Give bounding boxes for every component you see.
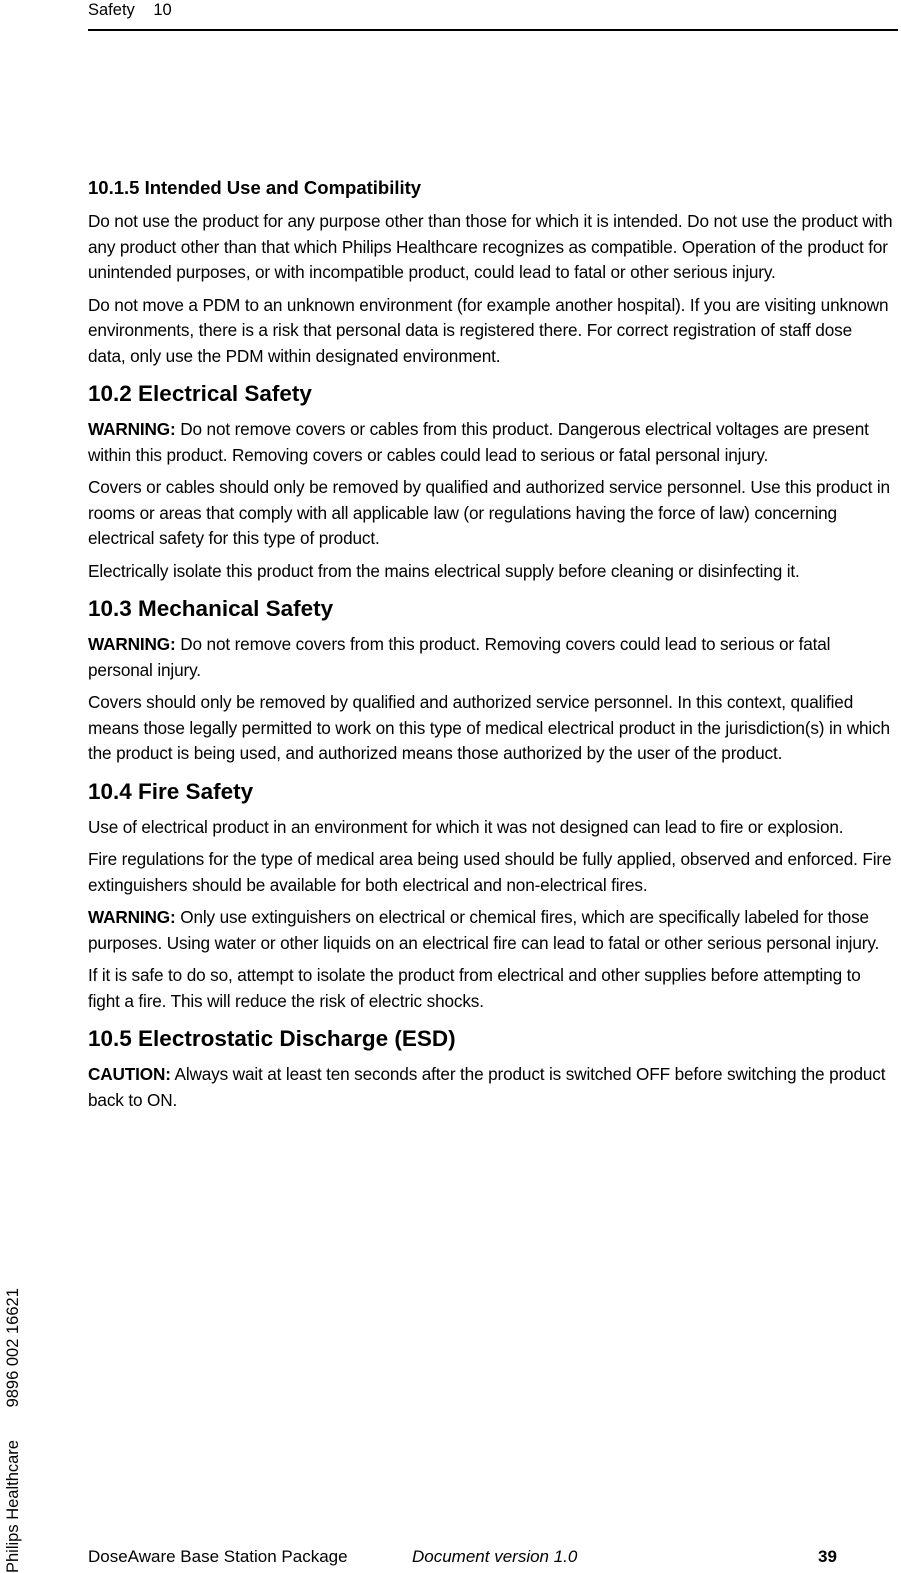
company-name: Philips Healthcare — [4, 1440, 22, 1573]
paragraph-text: Only use extinguishers on electrical or chemical fires, which are specifically labeled for those purposes. Using water or other liquids on an electrical fire can lead to fatal or other serious personal injury. — [88, 907, 880, 953]
paragraph — [88, 847, 894, 898]
paragraph-text: If it is safe to do so, attempt to isolate the product from electrical and other supplies before attempting to fight a fire. This will reduce the risk of electric shocks. — [88, 965, 861, 1011]
warning-paragraph — [88, 417, 894, 468]
paragraph-text: Do not remove covers or cables from this product. Dangerous electrical voltages are present within this product. Removing covers or cables could lead to serious or fatal personal injury. — [88, 419, 869, 465]
paragraph — [88, 690, 894, 767]
section-mechanical-safety — [88, 594, 894, 767]
section-electrical-safety — [88, 379, 894, 584]
section-esd — [88, 1024, 894, 1113]
paragraph — [88, 293, 894, 370]
section-heading: 10.3 Mechanical Safety — [88, 596, 334, 621]
paragraph-text: Covers or cables should only be removed by qualified and authorized service personnel. Use this product in rooms or areas that comply with all applicable law (or regulations having the force of law) concerning electrical safety for this type of product. — [88, 477, 890, 548]
paragraph — [88, 559, 894, 585]
paragraph-text: Covers should only be removed by qualified and authorized service personnel. In this context, qualified means those legally permitted to work on this type of medical electrical product in the jurisdiction(s) in which the product is being used, and authorized means those authorized by the user of the product. — [88, 692, 890, 763]
side-margin-text — [0, 1113, 26, 1573]
caution-paragraph — [88, 1062, 894, 1113]
paragraph-text: Do not move a PDM to an unknown environment (for example another hospital). If you are visiting unknown environments, there is a risk that personal data is registered there. For correct registration of staff dose data, only use the PDM within designated environment. — [88, 294, 889, 366]
section-heading: 10.5 Electrostatic Discharge (ESD) — [88, 1026, 456, 1051]
warning-label: WARNING: — [88, 907, 176, 927]
section-fire-safety — [88, 777, 894, 1015]
header-chapter-number: 10 — [153, 1, 172, 19]
paragraph — [88, 963, 894, 1014]
section-intended-use — [88, 175, 894, 369]
page-footer — [88, 1545, 848, 1569]
caution-label: CAUTION: — [88, 1064, 171, 1084]
document-number: 9896 002 16621 — [4, 1288, 22, 1408]
paragraph-text: Do not remove covers from this product. Removing covers could lead to serious or fatal personal injury. — [88, 634, 831, 680]
warning-label: WARNING: — [88, 634, 176, 654]
section-heading: 10.1.5 Intended Use and Compatibility — [88, 177, 422, 198]
document-body — [88, 175, 894, 1123]
paragraph — [88, 815, 894, 841]
page-number: 39 — [818, 1547, 837, 1566]
warning-paragraph — [88, 905, 894, 956]
paragraph-text: Fire regulations for the type of medical area being used should be fully applied, observed and enforced. Fire extinguishers should be available for both electrical and non-electrical fires. — [88, 849, 892, 895]
paragraph-text: Do not use the product for any purpose other than those for which it is intended. Do not use the product with any product other than that which Philips Healthcare recognizes as compatible. Operation of the product for unintended purposes, or with incompatible product, could lead to fatal or other serious injury. — [88, 211, 893, 282]
header-section-title: Safety — [88, 1, 135, 19]
paragraph — [88, 475, 894, 552]
paragraph-text: Electrically isolate this product from the mains electrical supply before cleaning or disinfecting it. — [88, 560, 800, 581]
footer-product-name: DoseAware Base Station Package — [88, 1547, 348, 1566]
paragraph-text: Use of electrical product in an environment for which it was not designed can lead to fire or explosion. — [88, 816, 844, 837]
warning-label: WARNING: — [88, 419, 176, 439]
page-header — [88, 0, 898, 31]
warning-paragraph — [88, 632, 894, 683]
section-heading: 10.4 Fire Safety — [88, 778, 254, 804]
section-heading: 10.2 Electrical Safety — [88, 381, 312, 406]
paragraph-text: Always wait at least ten seconds after the product is switched OFF before switching the product back to ON. — [88, 1064, 886, 1110]
paragraph — [88, 209, 894, 286]
footer-document-version: Document version 1.0 — [412, 1547, 578, 1566]
